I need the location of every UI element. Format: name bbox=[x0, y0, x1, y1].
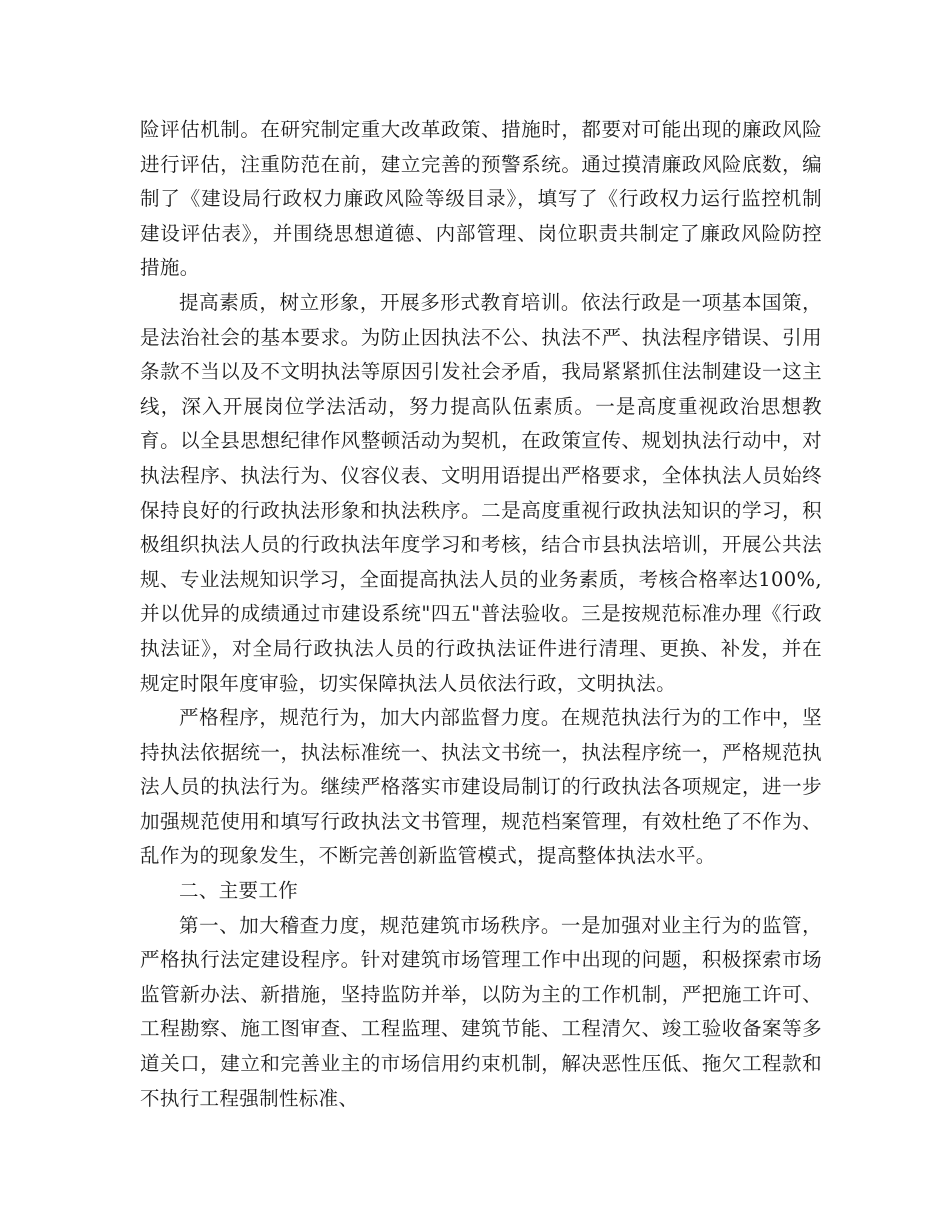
paragraph-risk-assessment: 险评估机制。在研究制定重大改革政策、措施时，都要对可能出现的廉政风险进行评估，注重防范在前，建立完善的预警系统。通过摸清廉政风险底数，编制了《建设局行政权力廉政风险等级目录》，填写了《行政权力运行监控机制建设评估表》，并围绕思想道德、内部管理、岗位职责共制定了廉政风险防控措施。 bbox=[140, 118, 822, 280]
paragraph-internal-supervision: 严格程序，规范行为，加大内部监督力度。在规范执法行为的工作中，坚持执法依据统一，执法标准统一、执法文书统一，执法程序统一，严格规范执法人员的执法行为。继续严格落实市建设局制订的行政执法各项规定，进一步加强规范使用和填写行政执法文书管理，规范档案管理，有效杜绝了不作为、乱作为的现象发生，不断完善创新监管模式，提高整体执法水平。 bbox=[140, 706, 822, 868]
section-heading-main-work: 二、主要工作 bbox=[179, 879, 299, 903]
paragraph-market-inspection: 第一、加大稽查力度，规范建筑市场秩序。一是加强对业主行为的监管，严格执行法定建设程序。针对建筑市场管理工作中出现的问题，积极探索市场监管新办法、新措施，坚持监防并举，以防为主的工作机制，严把施工许可、工程勘察、施工图审查、工程监理、建筑节能、工程清欠、竣工验收备案等多道关口，建立和完善业主的市场信用约束机制，解决恶性压低、拖欠工程款和不执行工程强制性标准、 bbox=[140, 913, 822, 1110]
document-body bbox=[140, 113, 822, 1116]
paragraph-education-training: 提高素质，树立形象，开展多形式教育培训。依法行政是一项基本国策，是法治社会的基本要求。为防止因执法不公、执法不严、执法程序错误、引用条款不当以及不文明执法等原因引发社会矛盾，我局紧紧抓住法制建设一这主线，深入开展岗位学法活动，努力提高队伍素质。一是高度重视政治思想教育。以全县思想纪律作风整顿活动为契机，在政策宣传、规划执法行动中，对执法程序、执法行为、仪容仪表、文明用语提出严格要求，全体执法人员始终保持良好的行政执法形象和执法秩序。二是高度重视行政执法知识的学习，积极组织执法人员的行政执法年度学习和考核，结合市县执法培训，开展公共法规、专业法规知识学习，全面提高执法人员的业务素质，考核合格率达100%,并以优异的成绩通过市建设系统"四五"普法验收。三是按规范标准办理《行政执法证》，对全局行政执法人员的行政执法证件进行清理、更换、补发，并在规定时限年度审验，切实保障执法人员依法行政，文明执法。 bbox=[140, 290, 822, 695]
